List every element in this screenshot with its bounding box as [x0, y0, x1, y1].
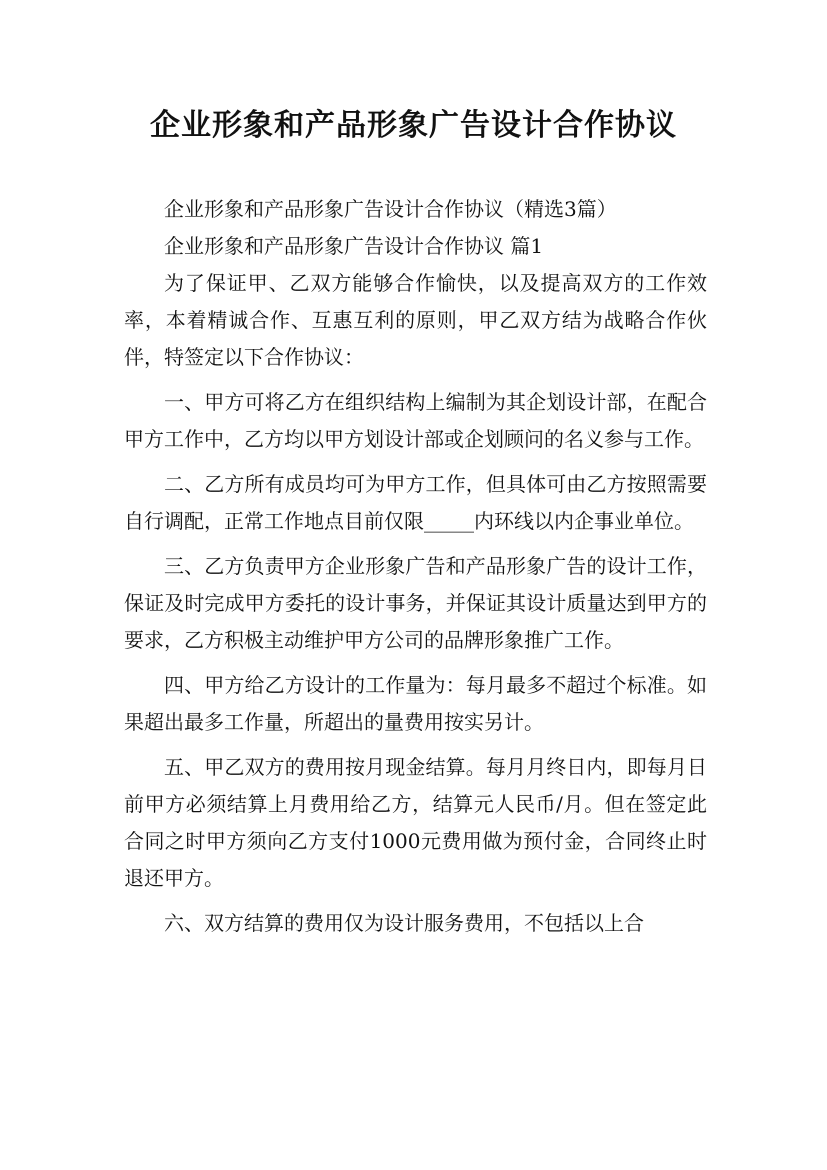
paragraph-intro: 为了保证甲、乙双方能够合作愉快，以及提高双方的工作效率，本着精诚合作、互惠互利的原则，甲乙双方结为战略合作伙伴，特签定以下合作协议：	[124, 271, 707, 369]
paragraph-clause-5: 五、甲乙双方的费用按月现金结算。每月月终日内，即每月日前甲方必须结算上月费用给乙方，结算元人民币/月。但在签定此合同之时甲方须向乙方支付1000元费用做为预付金，合同终止时退还甲方。	[124, 755, 707, 890]
document-body	[124, 191, 707, 942]
subtitle-line: 企业形象和产品形象广告设计合作协议（精选3篇）	[164, 197, 617, 221]
paragraph-clause-2: 二、乙方所有成员均可为甲方工作，但具体可由乙方按照需要自行调配，正常工作地点目前仅限_____内环线以内企事业单位。	[124, 472, 707, 533]
paragraph-clause-4: 四、甲方给乙方设计的工作量为：每月最多不超过个标准。如果超出最多工作量，所超出的量费用按实另计。	[124, 673, 707, 734]
paragraph-clause-1: 一、甲方可将乙方在组织结构上编制为其企划设计部，在配合甲方工作中，乙方均以甲方划设计部或企划顾问的名义参与工作。	[124, 390, 707, 451]
document-title: 企业形象和产品形象广告设计合作协议	[150, 108, 677, 143]
paragraph-clause-3: 三、乙方负责甲方企业形象广告和产品形象广告的设计工作，保证及时完成甲方委托的设计事务，并保证其设计质量达到甲方的要求，乙方积极主动维护甲方公司的品牌形象推广工作。	[124, 554, 707, 652]
paragraph-clause-6: 六、双方结算的费用仅为设计服务费用，不包括以上合	[164, 911, 644, 935]
section-heading: 企业形象和产品形象广告设计合作协议 篇1	[164, 234, 544, 258]
